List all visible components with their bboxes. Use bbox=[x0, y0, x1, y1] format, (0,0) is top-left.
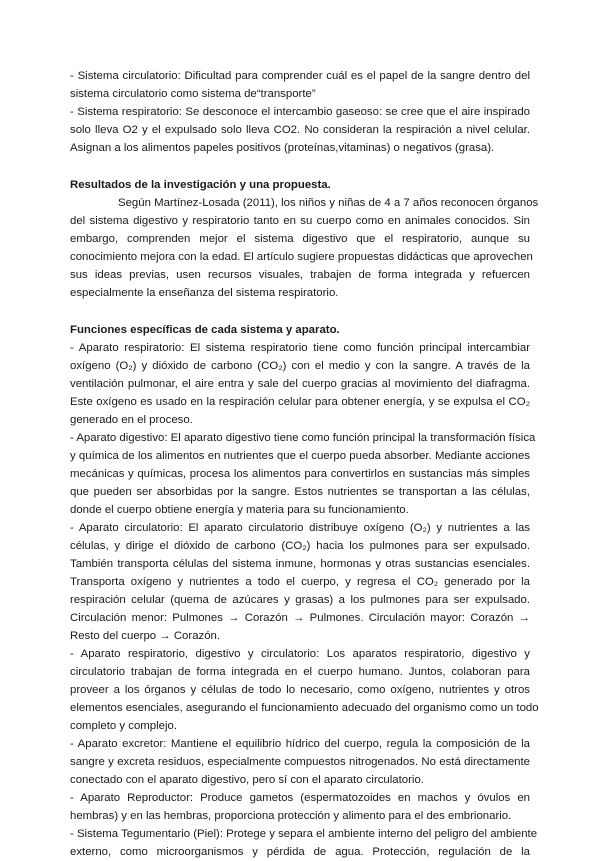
text-line: hembras) y en las hembras, proporciona protección y alimento para el des embrionario. bbox=[70, 810, 512, 822]
text-line: Transporta oxígeno y nutrientes a todo el cuerpo, y regresa el CO₂ generado por la bbox=[70, 576, 530, 588]
section-heading: Funciones específicas de cada sistema y aparato. bbox=[70, 324, 340, 336]
section-heading: Resultados de la investigación y una propuesta. bbox=[70, 179, 331, 191]
text-line: del sistema digestivo y respiratorio tanto en su cuerpo como en animales conocidos. Sin bbox=[70, 215, 530, 227]
text-line: Circulación menor: Pulmones → Corazón → Pulmones. Circulación mayor: Corazón → bbox=[70, 612, 530, 624]
text-line: - Aparato digestivo: El aparato digestivo tiene como función principal la transformación física bbox=[70, 432, 536, 444]
text-line: sus ideas previas, usen recursos visuales, trabajen de forma integrada y refuercen bbox=[70, 269, 530, 281]
text-line: Este oxígeno es usado en la respiración celular para obtener energía, y se expulsa el CO₂ bbox=[70, 396, 530, 408]
text-line: generado en el proceso. bbox=[70, 414, 193, 426]
text-line: que pueden ser absorbidas por la sangre. Estos nutrientes se transportan a las células, bbox=[70, 486, 530, 498]
text-line: Asignan a los alimentos papeles positivos (proteínas,vitaminas) o negativos (grasa). bbox=[70, 142, 495, 154]
text-line: - Sistema respiratorio: Se desconoce el intercambio gaseoso: se cree que el aire inspirado bbox=[70, 106, 530, 118]
text-line: conocimiento mejora con la edad. El artículo sugiere propuestas didácticas que aprovechen bbox=[70, 251, 533, 263]
text-line: - Sistema circulatorio: Dificultad para comprender cuál es el papel de la sangre dentro del bbox=[70, 70, 530, 82]
text-line: sangre y excreta residuos, especialmente compuestos nitrogenados. No está directamente bbox=[70, 756, 530, 768]
text-line: Resto del cuerpo → Corazón. bbox=[70, 630, 221, 642]
text-line: embargo, comprenden mejor el sistema digestivo que el respiratorio, aunque su bbox=[70, 233, 530, 245]
text-line: También transporta células del sistema inmune, hormonas y otras sustancias esenciales. bbox=[70, 558, 530, 570]
paragraph bbox=[70, 194, 539, 302]
text-line: Según Martínez-Losada (2011), los niños y niñas de 4 a 7 años reconocen órganos bbox=[118, 197, 539, 209]
text-line: donde el cuerpo obtiene energía y materia para su funcionamiento. bbox=[70, 504, 409, 516]
text-line: mecánicas y químicas, procesa los alimentos para convertirlos en sustancias más simples bbox=[70, 468, 530, 480]
text-line: - Aparato Reproductor: Produce gametos (espermatozoides en machos y óvulos en bbox=[70, 792, 530, 804]
text-line: - Aparato excretor: Mantiene el equilibrio hídrico del cuerpo, regula la composición de la bbox=[70, 738, 530, 750]
document-page bbox=[70, 67, 539, 861]
text-line: circulatorio trabajan de forma integrada en el cuerpo humano. Juntos, colaboran para bbox=[70, 666, 530, 678]
text-line: - Aparato respiratorio, digestivo y circulatorio: Los aparatos respiratorio, digestivo y bbox=[70, 648, 530, 660]
text-line: ventilación pulmonar, el aire entra y sale del cuerpo gracias al movimiento del diafragma. bbox=[70, 378, 530, 390]
text-line: y química de los alimentos en nutrientes que el cuerpo pueda absorber. Mediante acciones bbox=[70, 450, 530, 462]
paragraph bbox=[70, 339, 539, 861]
text-line: respiración celular (quema de azúcares y grasas) a los pulmones para ser expulsado. bbox=[70, 594, 530, 606]
text-line: externo, como microorganismos y pérdida de agua. Protección, regulación de la bbox=[70, 846, 530, 858]
text-line: oxígeno (O₂) y dióxido de carbono (CO₂) con el medio y con la sangre. A través de la bbox=[70, 360, 530, 372]
text-line: conectado con el aparato digestivo, pero sí con el aparato circulatorio. bbox=[70, 774, 424, 786]
text-line: solo lleva O2 y el expulsado solo lleva CO2. No consideran la respiración a nivel celular. bbox=[70, 124, 530, 136]
text-line: - Aparato circulatorio: El aparato circulatorio distribuye oxígeno (O₂) y nutrientes a las bbox=[70, 522, 530, 534]
text-line: - Sistema Tegumentario (Piel): Protege y separa el ambiente interno del peligro del ambiente bbox=[70, 828, 538, 840]
paragraph bbox=[70, 67, 530, 157]
text-line: sistema circulatorio como sistema de“transporte” bbox=[70, 88, 316, 100]
text-line: proveer a los órganos y células de todo lo necesario, como oxígeno, nutrientes y otros bbox=[70, 684, 530, 696]
text-line: células, y dirige el dióxido de carbono (CO₂) hacia los pulmones para ser expulsado. bbox=[70, 540, 530, 552]
text-line: - Aparato respiratorio: El sistema respiratorio tiene como función principal intercambiar bbox=[70, 342, 530, 354]
text-line: elementos esenciales, asegurando el funcionamiento adecuado del organismo como un todo bbox=[70, 702, 539, 714]
text-line: completo y complejo. bbox=[70, 720, 177, 732]
text-line: especialmente la enseñanza del sistema respiratorio. bbox=[70, 287, 339, 299]
